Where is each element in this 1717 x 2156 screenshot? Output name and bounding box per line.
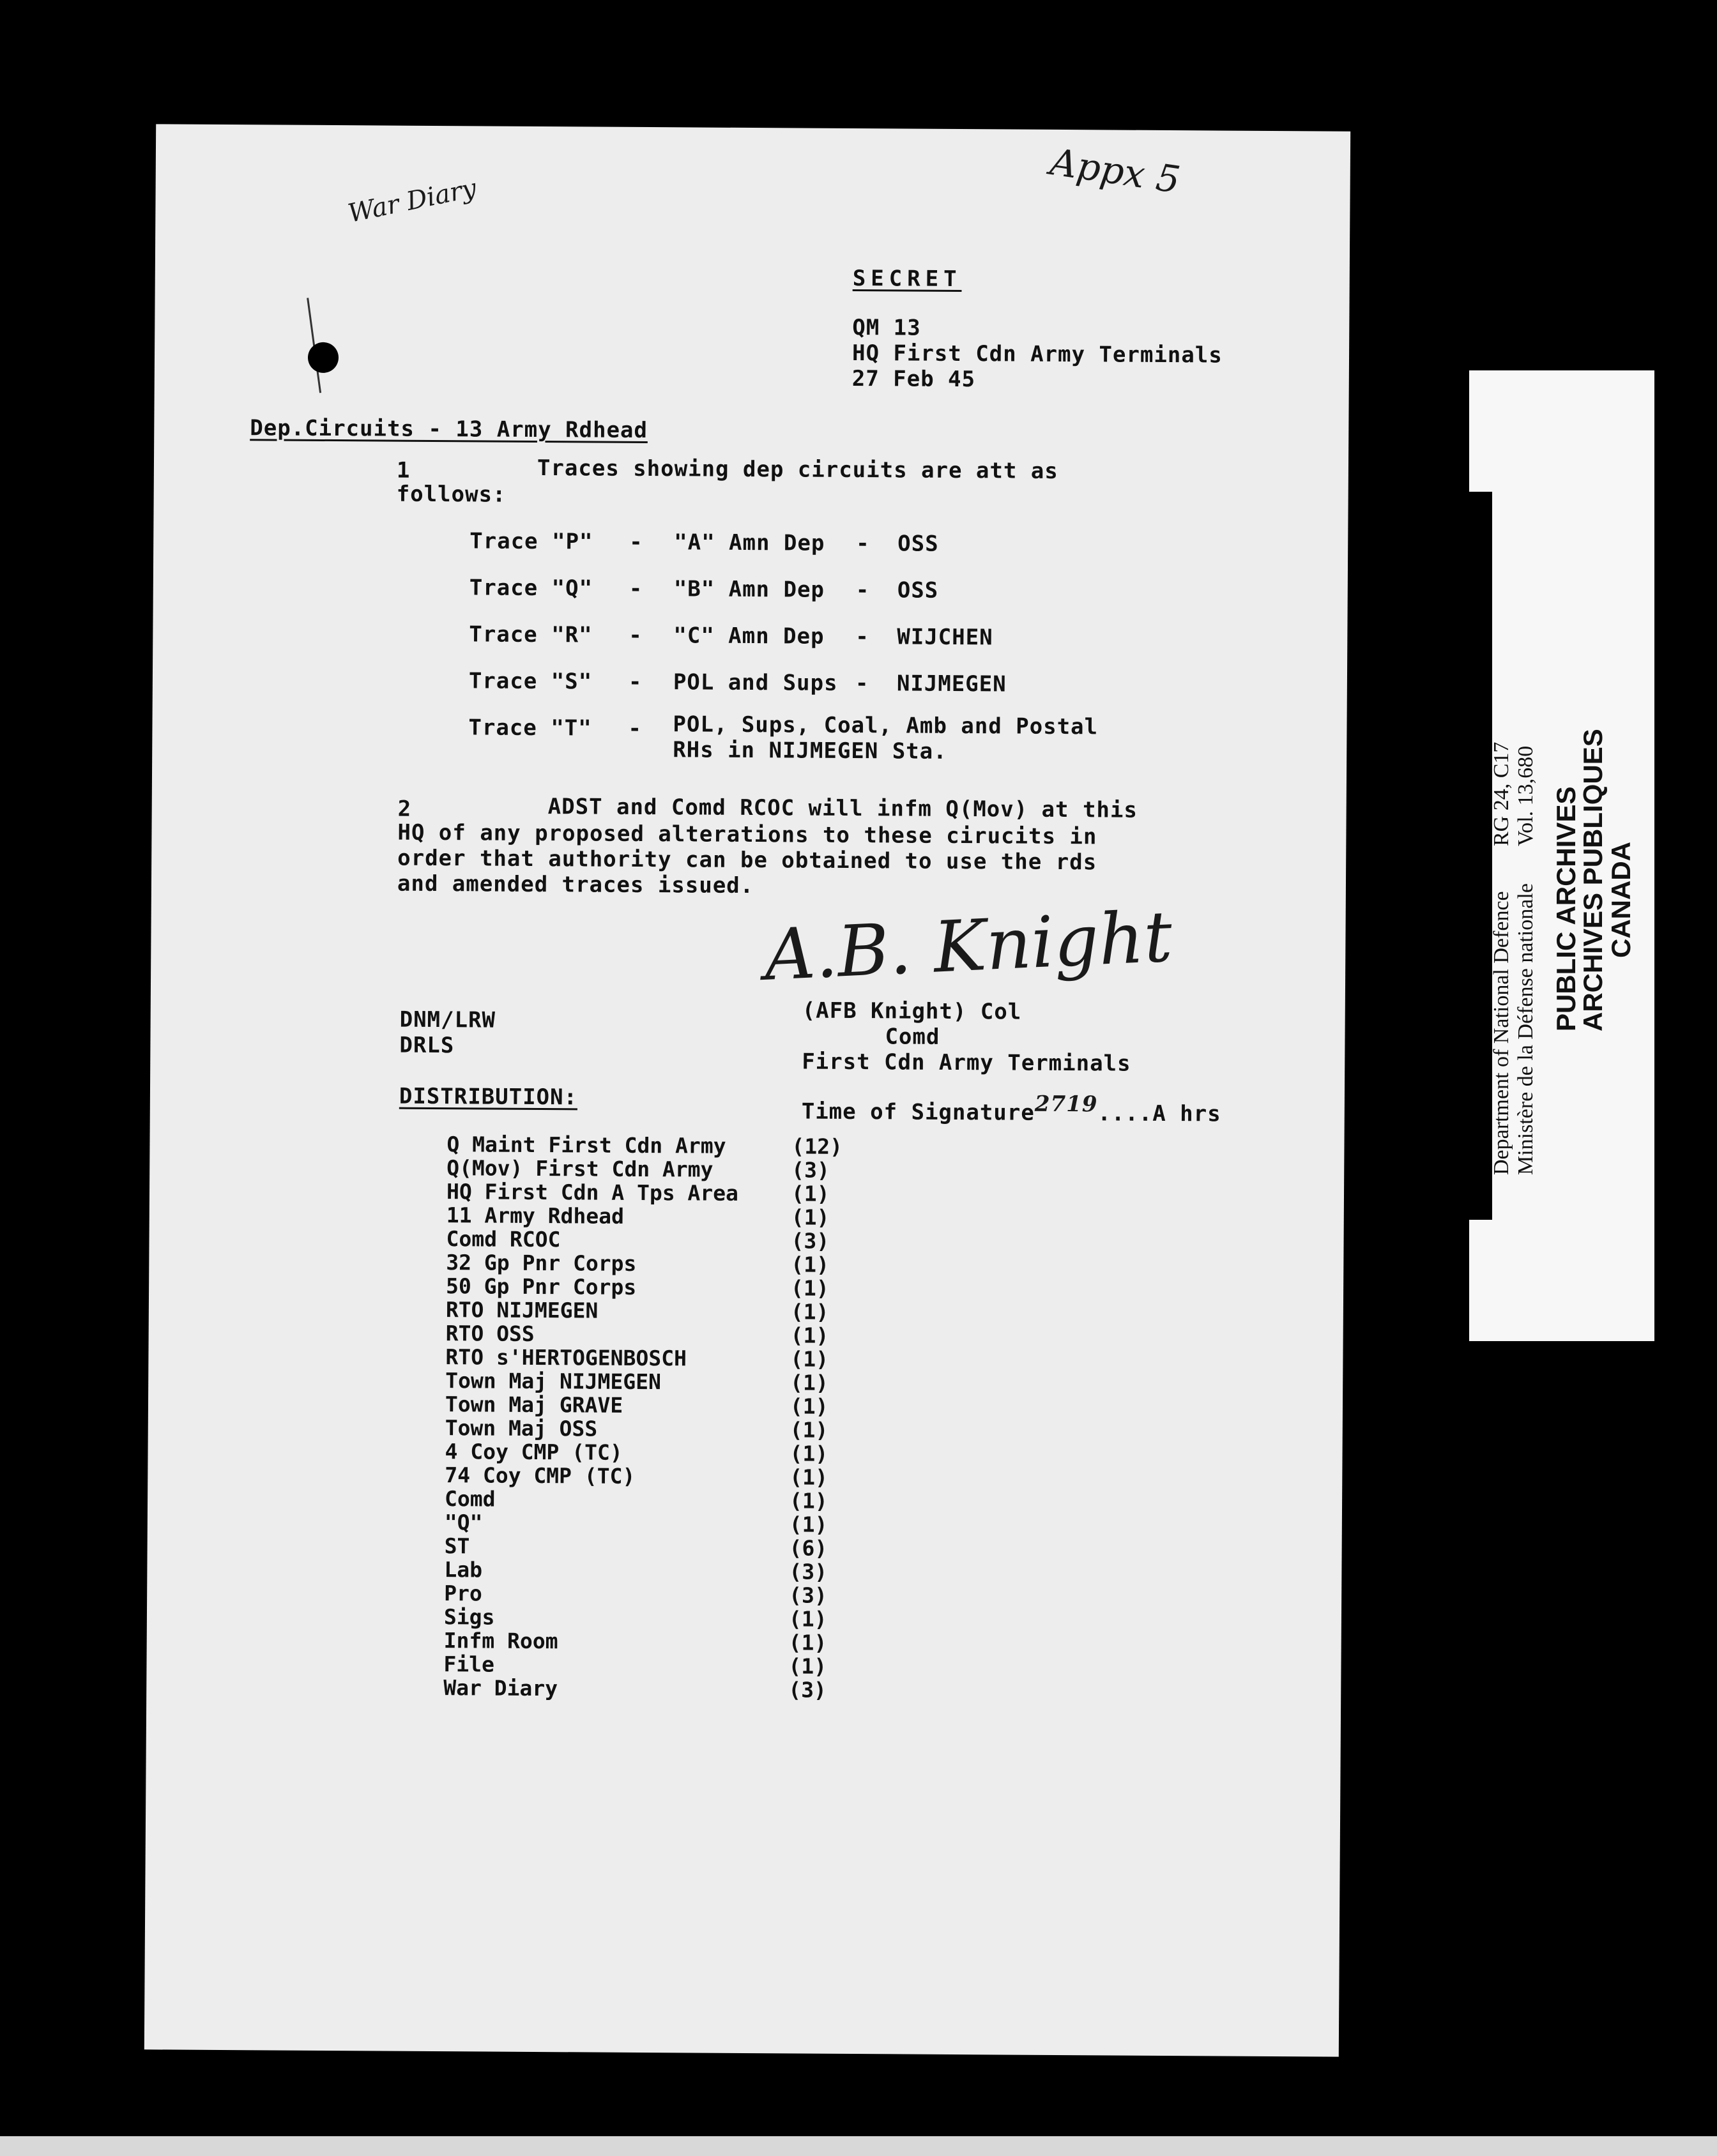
unit-header: HQ First Cdn Army Terminals — [851, 340, 1223, 368]
ref-initials: DNM/LRW — [399, 1006, 496, 1033]
list-item: Sigs (1) — [443, 1604, 827, 1632]
signatory-unit: First Cdn Army Terminals — [802, 1049, 1131, 1077]
para2-line2: HQ of any proposed alterations to these cirucits in — [397, 819, 1097, 850]
list-item: 32 Gp Pnr Corps (1) — [446, 1250, 830, 1277]
signatory-name: (AFB Knight) Col — [802, 998, 1022, 1025]
ref-delivery: DRLS — [399, 1032, 455, 1059]
list-item: 11 Army Rdhead (1) — [446, 1203, 830, 1230]
list-item: Town Maj OSS (1) — [445, 1415, 828, 1443]
trace-dash2: - — [856, 531, 870, 557]
para2-number: 2 — [397, 796, 412, 822]
list-item: File (1) — [443, 1651, 827, 1679]
para2-line1: ADST and Comd RCOC will infm Q(Mov) at this — [547, 794, 1138, 823]
trace-label: Trace "S" — [468, 668, 593, 695]
trace-desc: "A" Amn Dep — [674, 529, 825, 556]
stamp-ref1: RG 24, C17 — [1490, 741, 1513, 846]
trace-dash2: - — [855, 577, 870, 604]
stamp-ref2: Vol. 13,680 — [1514, 745, 1538, 846]
list-item: RTO s'HERTOGENBOSCH (1) — [445, 1344, 829, 1372]
distribution-heading: DISTRIBUTION: — [399, 1083, 578, 1111]
document-date: 27 Feb 45 — [851, 365, 976, 393]
reference-number: QM 13 — [852, 314, 921, 341]
time-suffix: ....A hrs — [1097, 1100, 1221, 1127]
stamp-dept-en: Department of National Defence — [1490, 891, 1513, 1175]
subject-line: Dep.Circuits - 13 Army Rdhead — [250, 415, 648, 444]
trace-label: Trace "R" — [469, 621, 593, 648]
trace-label: Trace "T" — [468, 715, 592, 741]
list-item: Town Maj GRAVE (1) — [445, 1392, 828, 1419]
trace-dash: - — [629, 622, 643, 648]
list-item: Lab (3) — [444, 1557, 828, 1584]
scan-edge — [0, 2136, 1717, 2156]
trace-label: Trace "P" — [469, 528, 593, 555]
list-item: Q(Mov) First Cdn Army (3) — [446, 1155, 830, 1183]
list-item: Comd (1) — [444, 1486, 828, 1514]
stamp-dept-fr: Ministère de la Défense nationale — [1514, 883, 1538, 1175]
trace-desc: POL, Sups, Coal, Amb and Postal — [673, 711, 1099, 740]
list-item: 4 Coy CMP (TC) (1) — [445, 1439, 828, 1466]
trace-desc: "B" Amn Dep — [673, 576, 825, 603]
archive-stamp — [1469, 370, 1654, 1341]
trace-dash: - — [628, 715, 643, 741]
list-item: 50 Gp Pnr Corps (1) — [446, 1273, 829, 1301]
list-item: HQ First Cdn A Tps Area (1) — [446, 1179, 830, 1206]
list-item: Pro (3) — [444, 1581, 827, 1608]
punch-hole — [308, 342, 339, 373]
trace-label: Trace "Q" — [469, 575, 593, 602]
signature-time — [801, 1091, 1221, 1127]
trace-desc: RHs in NIJMEGEN Sta. — [673, 737, 947, 764]
stamp-line2: ARCHIVES PUBLIQUES — [1578, 729, 1608, 1031]
trace-dash: - — [629, 529, 643, 555]
stamp-line1: PUBLIC ARCHIVES — [1551, 786, 1581, 1031]
list-item: "Q" (1) — [444, 1510, 828, 1537]
list-item: Infm Room (1) — [443, 1628, 827, 1655]
distribution-list — [443, 1132, 855, 1709]
time-label: Time of Signature — [801, 1098, 1035, 1126]
trace-desc: "C" Amn Dep — [673, 623, 825, 649]
handwritten-signature: A.B. Knight — [762, 895, 1174, 996]
trace-dash2: - — [855, 671, 869, 697]
list-item: Town Maj NIJMEGEN (1) — [445, 1368, 828, 1395]
para2-line3: order that authority can be obtained to use the rds — [397, 845, 1097, 876]
list-item: RTO NIJMEGEN (1) — [445, 1297, 829, 1325]
trace-dash: - — [628, 669, 643, 695]
stamp-notch — [1469, 492, 1492, 1220]
signatory-role: Comd — [885, 1024, 940, 1050]
classification: SECRET — [852, 265, 962, 292]
stamp-line3: CANADA — [1606, 842, 1636, 958]
list-item: War Diary (3) — [443, 1675, 827, 1703]
list-item: Q Maint First Cdn Army (12) — [446, 1132, 843, 1159]
trace-dash: - — [629, 575, 643, 602]
list-item: RTO OSS (1) — [445, 1321, 829, 1348]
document-page — [144, 124, 1350, 2056]
trace-desc: POL and Sups — [673, 669, 838, 696]
para1-number: 1 — [396, 457, 411, 483]
trace-location: NIJMEGEN — [896, 671, 1007, 697]
trace-location: WIJCHEN — [897, 624, 993, 651]
para2-line4: and amended traces issued. — [397, 870, 754, 899]
para1-line1: Traces showing dep circuits are att as — [537, 455, 1058, 484]
trace-location: OSS — [897, 577, 939, 604]
para1-line2: follows: — [396, 481, 507, 508]
list-item: Comd RCOC (3) — [446, 1226, 830, 1254]
trace-location: OSS — [897, 531, 939, 557]
list-item: 74 Coy CMP (TC) (1) — [445, 1462, 828, 1490]
list-item: ST (6) — [444, 1533, 828, 1561]
war-diary-note: War Diary — [345, 173, 479, 229]
time-value: 2719 — [1034, 1091, 1098, 1118]
appendix-note: Appx 5 — [1047, 140, 1183, 202]
trace-dash2: - — [855, 624, 869, 650]
